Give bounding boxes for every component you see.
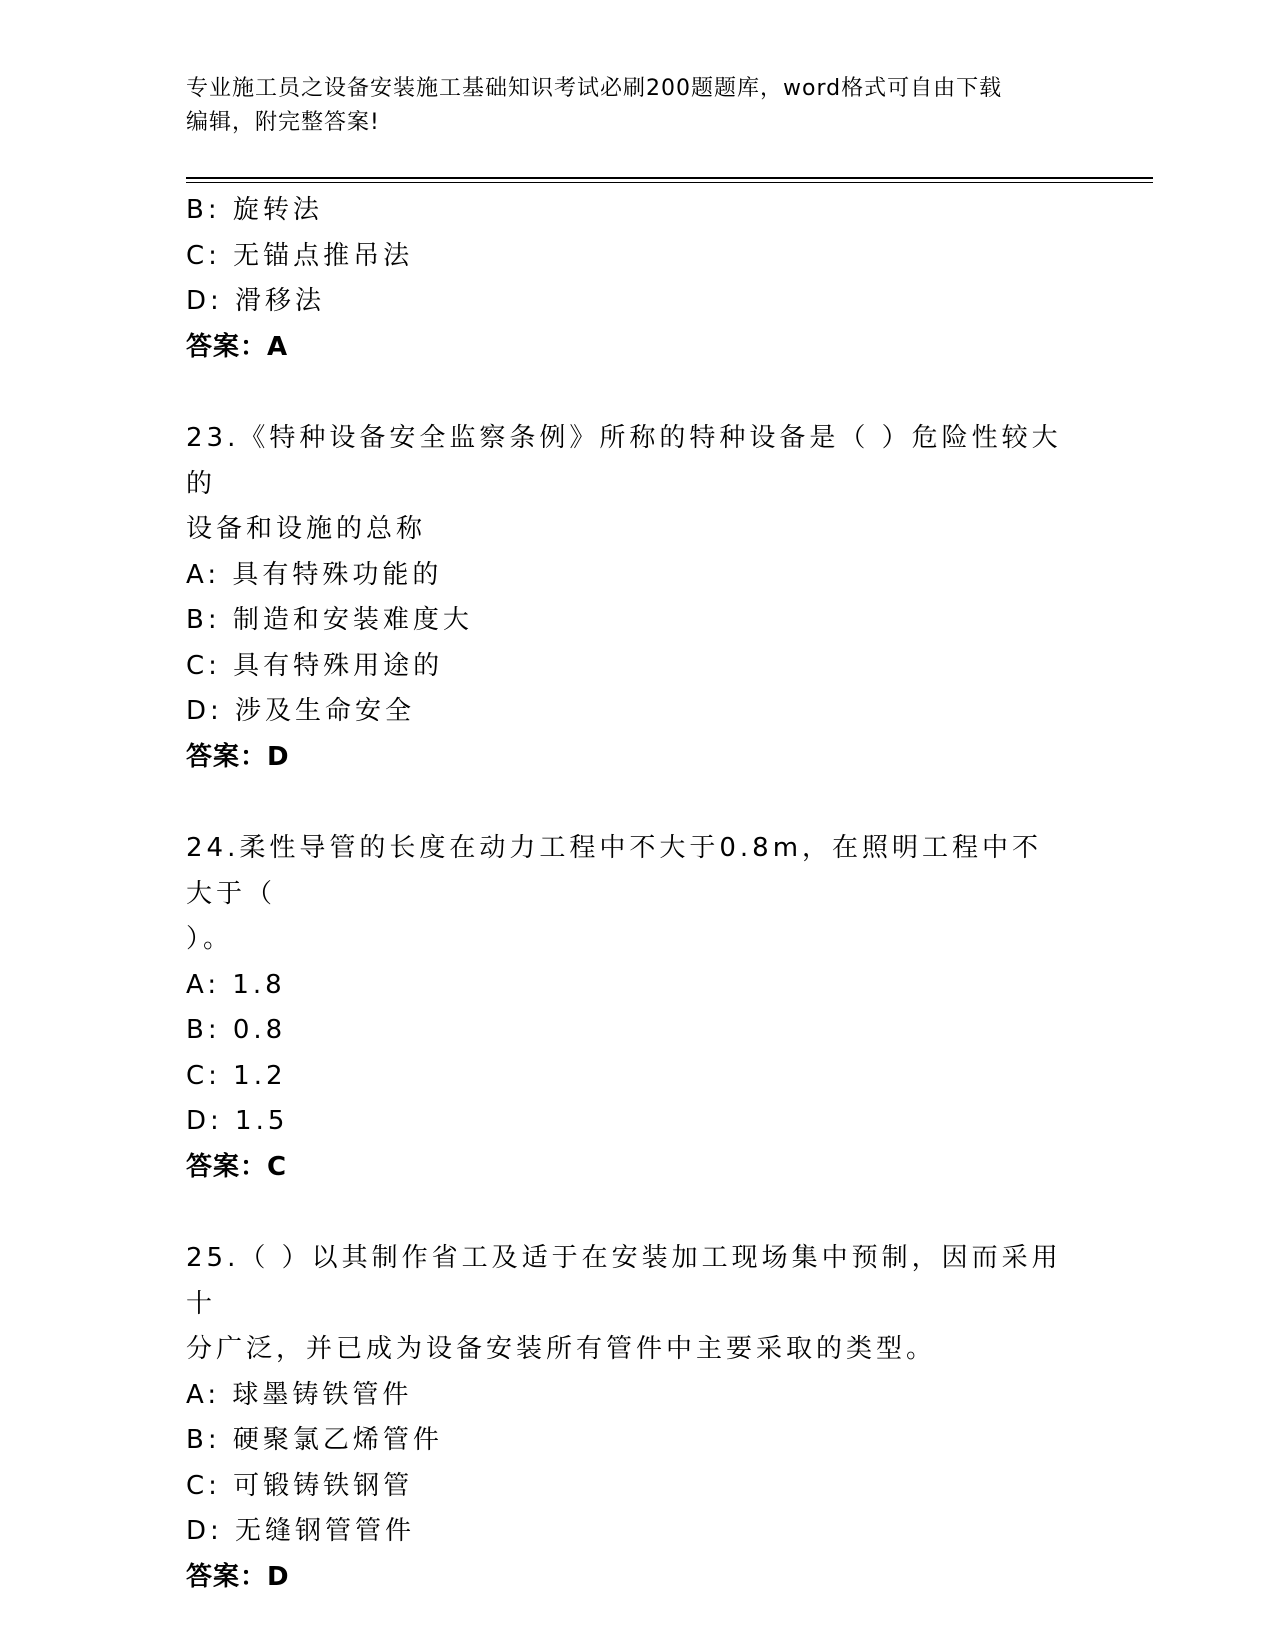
question-stem-line-1: 24.柔性导管的长度在动力工程中不大于0.8m，在照明工程中不大于（ [186, 833, 1043, 909]
header-line-2: 编辑，附完整答案! [186, 110, 380, 135]
question-22 [186, 188, 1086, 370]
option-a: A: 1.8 [186, 969, 286, 1000]
option-a: A: 球墨铸铁管件 [186, 1379, 413, 1410]
option-d: D: 涉及生命安全 [186, 696, 416, 726]
answer-label: 答案：A [186, 331, 289, 362]
question-stem-line-1: 23.《特种设备安全监察条例》所称的特种设备是（ ）危险性较大的 [186, 423, 1062, 499]
option-c: C: 具有特殊用途的 [186, 650, 444, 681]
answer-label: 答案：C [186, 1151, 288, 1182]
answer-label: 答案：D [186, 741, 290, 772]
header-rule-thick [186, 177, 1153, 179]
option-b: B: 硬聚氯乙烯管件 [186, 1425, 443, 1455]
question-stem-line-2: 分广泛，并已成为设备安装所有管件中主要采取的类型。 [186, 1334, 937, 1364]
question-list [186, 188, 1086, 1600]
spacer [186, 370, 1086, 416]
option-c: C: 无锚点推吊法 [186, 240, 414, 271]
option-b: B: 0.8 [186, 1015, 287, 1045]
option-d: D: 无缝钢管管件 [186, 1516, 416, 1546]
option-d: D: 1.5 [186, 1106, 289, 1136]
option-d: D: 滑移法 [186, 286, 326, 316]
option-c: C: 1.2 [186, 1060, 287, 1091]
question-25 [186, 1236, 1086, 1600]
option-b: B: 制造和安装难度大 [186, 605, 473, 635]
header-rule-thin [186, 182, 1153, 183]
answer-label: 答案：D [186, 1561, 290, 1592]
question-stem-line-1: 25.（ ）以其制作省工及适于在安装加工现场集中预制，因而采用十 [186, 1243, 1062, 1319]
question-stem-line-2: 设备和设施的总称 [186, 514, 427, 544]
question-24 [186, 826, 1086, 1190]
spacer [186, 780, 1086, 826]
question-23 [186, 416, 1086, 780]
question-stem-line-2: ）。 [186, 924, 234, 954]
option-c: C: 可锻铸铁钢管 [186, 1470, 414, 1501]
header-line-1: 专业施工员之设备安装施工基础知识考试必刷200题题库，word格式可自由下载 [186, 76, 1003, 101]
document-header [186, 72, 1066, 140]
option-b: B: 旋转法 [186, 195, 323, 225]
option-a: A: 具有特殊功能的 [186, 559, 443, 590]
spacer [186, 1190, 1086, 1236]
